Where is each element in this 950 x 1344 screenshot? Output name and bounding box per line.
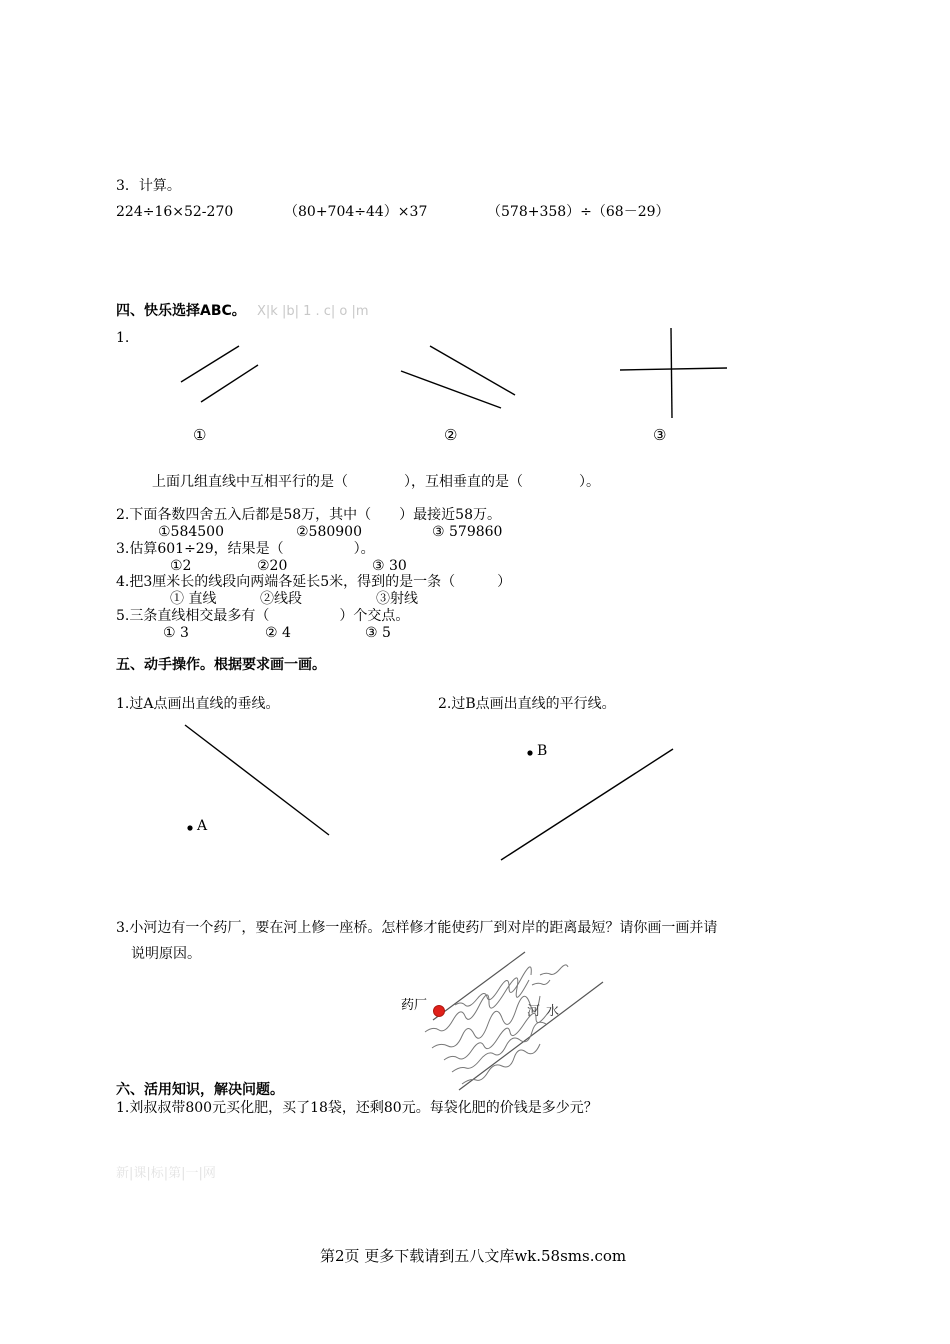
factory-dot xyxy=(434,1006,445,1017)
q2-option-2: ②580900 xyxy=(296,524,362,540)
section6-heading: 六、活用知识，解决问题。 xyxy=(116,1082,284,1098)
section4-heading: 四、快乐选择ABC。 xyxy=(116,303,246,319)
q1-number: 1. xyxy=(116,330,130,346)
watermark-text: X|k |b| 1 . c| o |m xyxy=(257,304,369,319)
point-a-label: A xyxy=(197,818,208,834)
line-group3-horizontal xyxy=(620,368,727,370)
q5-option-1: ① 3 xyxy=(163,625,189,641)
draw-q3-line1: 3.小河边有一个药厂，要在河上修一座桥。怎样修才能使药厂到对岸的距离最短？请你画一画并请 xyxy=(116,920,718,936)
q3-option-1: ①2 xyxy=(170,558,192,574)
q2-text: 2.下面各数四舍五入后都是58万，其中（ ）最接近58万。 xyxy=(116,507,501,523)
calc-expression-1: 224÷16×52-270 xyxy=(116,204,234,220)
line-group3-vertical xyxy=(671,328,672,418)
faint-watermark: 新|课|标|第|一|网 xyxy=(116,1166,216,1181)
q5-text: 5.三条直线相交最多有（ ）个交点。 xyxy=(116,608,410,624)
factory-label: 药厂 xyxy=(401,998,428,1013)
q4-option-1: ① 直线 xyxy=(170,591,217,607)
draw-q2: 2.过B点画出直线的平行线。 xyxy=(438,696,616,712)
point-b-dot xyxy=(527,750,532,755)
q5-option-3: ③ 5 xyxy=(365,625,391,641)
line-group1-a xyxy=(181,346,239,382)
draw-q3-line2: 说明原因。 xyxy=(131,946,201,962)
q3-option-3: ③ 30 xyxy=(372,558,407,574)
q3-text: 3.估算601÷29，结果是（ ）。 xyxy=(116,541,375,557)
q4-option-3: ③射线 xyxy=(376,591,418,607)
q3-option-2: ②20 xyxy=(257,558,288,574)
option-label-3: ③ xyxy=(653,426,667,444)
q2-option-1: ①584500 xyxy=(158,524,224,540)
section5-heading: 五、动手操作。根据要求画一画。 xyxy=(116,657,326,673)
calc-expression-2: （80+704÷44）×37 xyxy=(284,204,428,220)
point-a-dot xyxy=(187,825,192,830)
line-group2-a xyxy=(430,346,515,395)
line-group1-b xyxy=(201,365,258,402)
option-label-1: ① xyxy=(193,426,207,444)
calc-heading: 3．计算。 xyxy=(116,178,181,194)
river-label: 河水 xyxy=(527,1004,566,1019)
line-for-parallel xyxy=(501,749,673,860)
q2-option-3: ③ 579860 xyxy=(432,524,503,540)
q4-option-2: ②线段 xyxy=(260,591,302,607)
point-b-label: B xyxy=(537,743,548,759)
line-group2-b xyxy=(401,371,501,408)
draw-q1: 1.过A点画出直线的垂线。 xyxy=(116,696,280,712)
option-label-2: ② xyxy=(444,426,458,444)
calc-expression-3: （578+358）÷（68－29） xyxy=(487,204,670,220)
q1-question: 上面几组直线中互相平行的是（ ），互相垂直的是（ ）。 xyxy=(152,474,600,490)
q4-text: 4.把3厘米长的线段向两端各延长5米，得到的是一条（ ） xyxy=(116,574,512,590)
q5-option-2: ② 4 xyxy=(265,625,291,641)
river-illustration xyxy=(425,952,603,1090)
page-footer: 第2页 更多下载请到五八文库wk.58sms.com xyxy=(320,1247,627,1265)
problem-q1: 1.刘叔叔带800元买化肥，买了18袋，还剩80元。每袋化肥的价钱是多少元？ xyxy=(116,1100,598,1116)
